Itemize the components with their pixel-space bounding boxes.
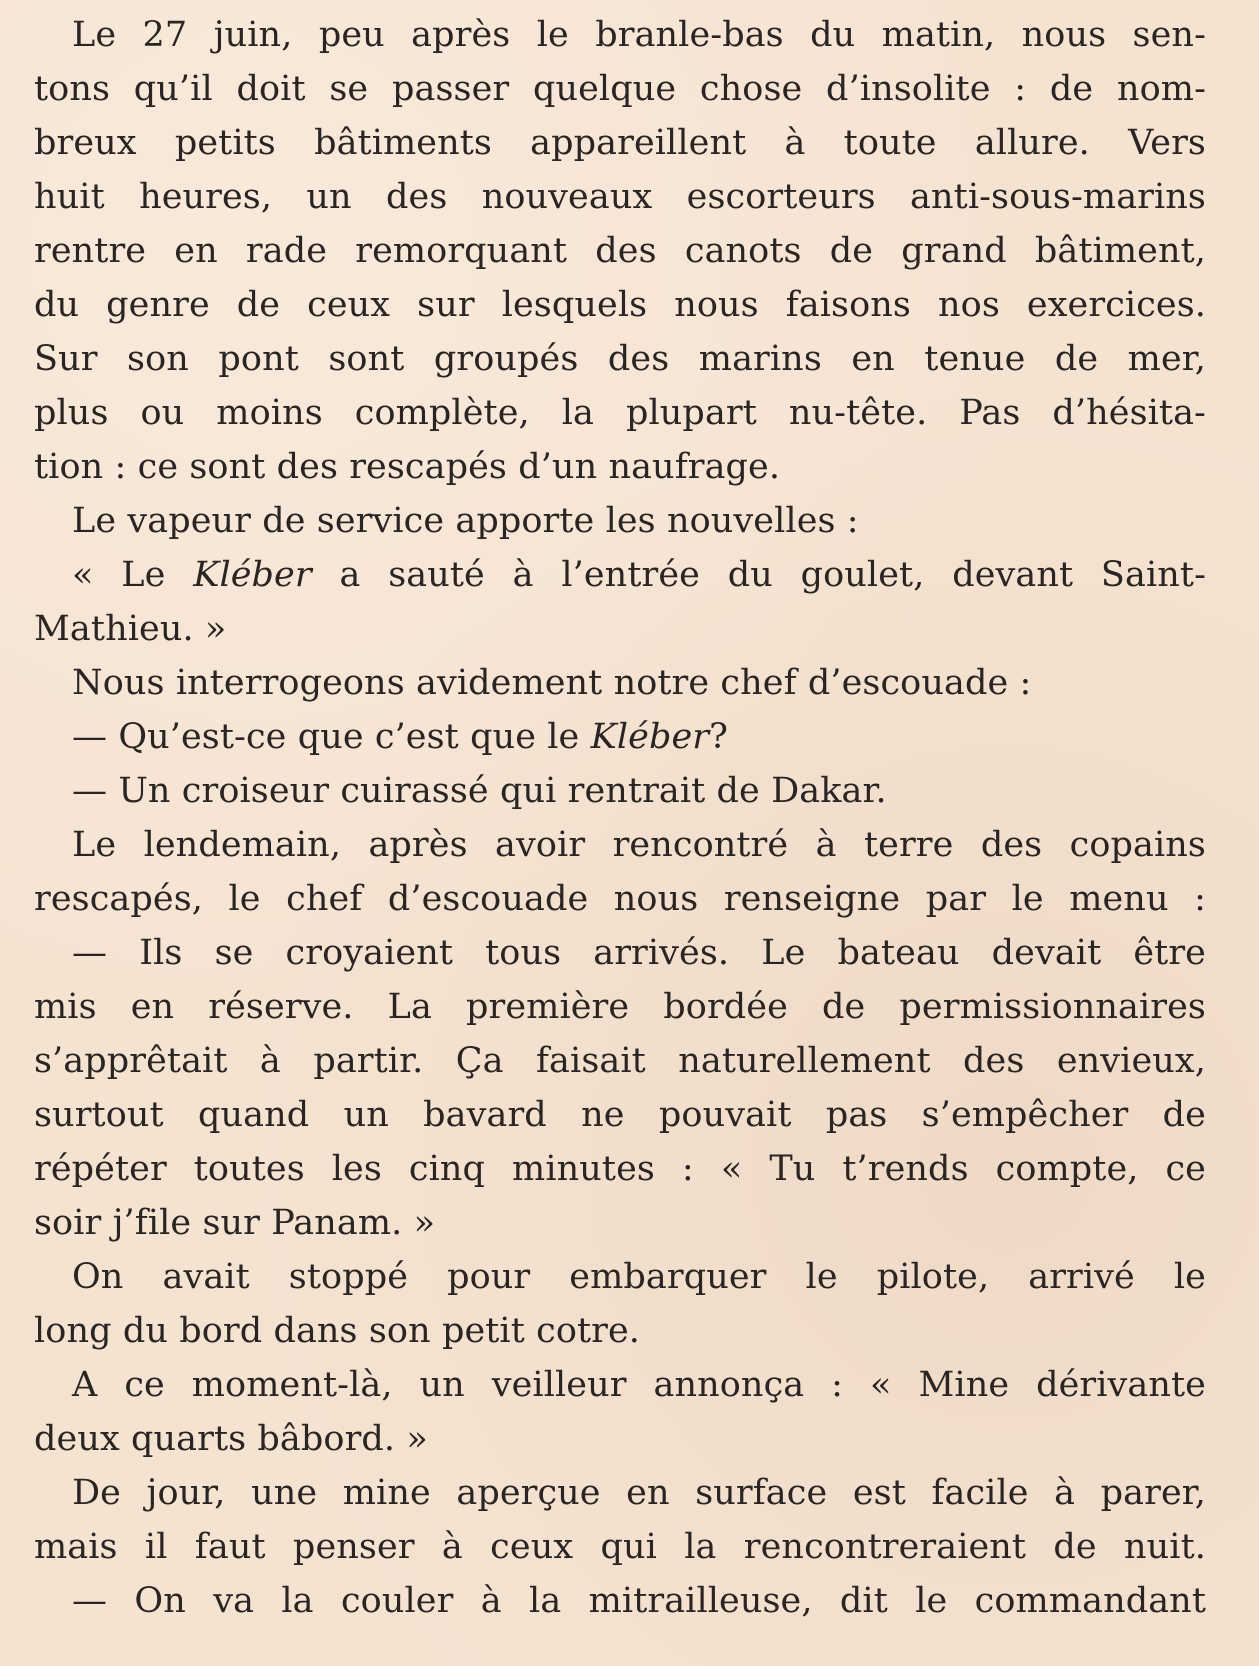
- text-line: tons qu’il doit se passer quelque chose d’insolite : de nom-: [34, 69, 1206, 109]
- text-fragment: « Le: [72, 555, 194, 595]
- text-line: du genre de ceux sur lesquels nous faisons nos exercices.: [34, 285, 1206, 325]
- text-line: surtout quand un bavard ne pouvait pas s’empêcher de: [34, 1095, 1206, 1135]
- text-line: breux petits bâtiments appareillent à toute allure. Vers: [34, 123, 1206, 163]
- text-line: Sur son pont sont groupés des marins en tenue de mer,: [34, 339, 1206, 379]
- text-line: — On va la couler à la mitrailleuse, dit le commandant: [72, 1581, 1206, 1621]
- text-line: Le vapeur de service apporte les nouvelles :: [72, 501, 859, 541]
- text-line: A ce moment-là, un veilleur annonça : « Mine dérivante: [72, 1365, 1206, 1405]
- text-line: Mathieu. »: [34, 609, 227, 649]
- ship-name: Kléber: [590, 717, 710, 757]
- text-line: mis en réserve. La première bordée de permissionnaires: [34, 987, 1206, 1027]
- text-line: huit heures, un des nouveaux escorteurs anti-sous-marins: [34, 177, 1206, 217]
- text-line: On avait stoppé pour embarquer le pilote, arrivé le: [72, 1257, 1206, 1297]
- text-line: Nous interrogeons avidement notre chef d’escouade :: [72, 663, 1032, 703]
- book-page: [34, 8, 1206, 1628]
- text-line: rentre en rade remorquant des canots de grand bâtiment,: [34, 231, 1206, 271]
- text-line: Le lendemain, après avoir rencontré à terre des copains: [72, 825, 1206, 865]
- text-line: tion : ce sont des rescapés d’un naufrage.: [34, 447, 781, 487]
- text-line: Le 27 juin, peu après le branle-bas du matin, nous sen-: [72, 15, 1206, 55]
- ship-name: Kléber: [193, 555, 312, 595]
- text-line: mais il faut penser à ceux qui la rencontreraient de nuit.: [34, 1527, 1206, 1567]
- text-fragment: a sauté à l’entrée du goulet, devant Saint-: [311, 555, 1206, 595]
- text-line: deux quarts bâbord. »: [34, 1419, 428, 1459]
- text-line: plus ou moins complète, la plupart nu-tête. Pas d’hésita-: [34, 393, 1206, 433]
- text-line: rescapés, le chef d’escouade nous renseigne par le menu :: [34, 879, 1206, 919]
- text-line: s’apprêtait à partir. Ça faisait naturellement des envieux,: [34, 1041, 1206, 1081]
- text-line: répéter toutes les cinq minutes : « Tu t’rends compte, ce: [34, 1149, 1206, 1189]
- text-fragment: ?: [709, 717, 728, 757]
- text-line: De jour, une mine aperçue en surface est facile à parer,: [72, 1473, 1206, 1513]
- text-fragment: — Qu’est-ce que c’est que le: [72, 717, 591, 757]
- text-line: long du bord dans son petit cotre.: [34, 1311, 641, 1351]
- text-line: — Un croiseur cuirassé qui rentrait de Dakar.: [72, 771, 887, 811]
- text-line: [34, 710, 1206, 764]
- text-line: soir j’file sur Panam. »: [34, 1203, 436, 1243]
- text-line: — Ils se croyaient tous arrivés. Le bateau devait être: [72, 933, 1206, 973]
- text-line: [34, 548, 1206, 602]
